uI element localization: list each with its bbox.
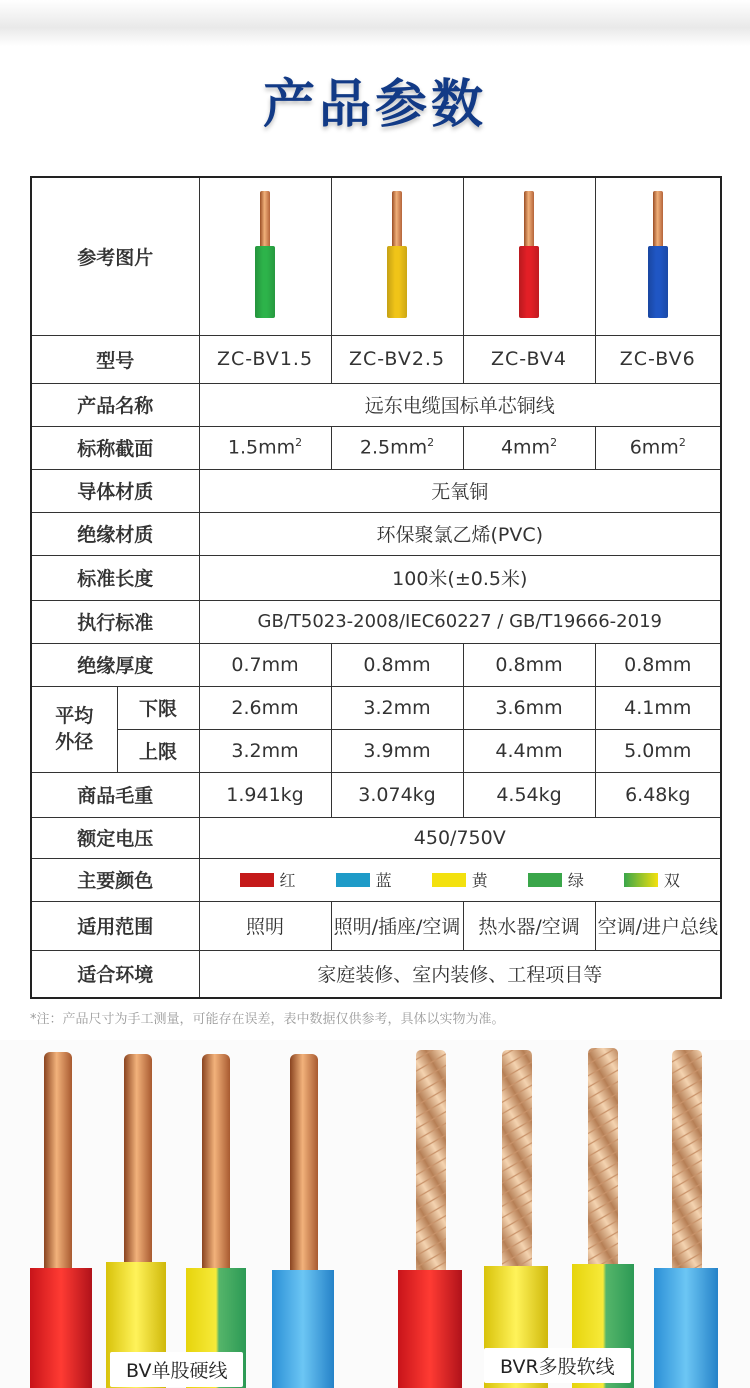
- upper-4: 5.0mm: [595, 729, 721, 772]
- colors-cell: [199, 858, 721, 901]
- color-swatch-dual: 双: [624, 868, 680, 891]
- lower-3: 3.6mm: [463, 686, 595, 729]
- thickness-3: 0.8mm: [463, 643, 595, 686]
- row-reference-image: [31, 177, 721, 335]
- page-title: 产品参数: [262, 75, 487, 135]
- usage-4: 空调/进户总线: [595, 901, 721, 950]
- model-4: ZC-BV6: [595, 335, 721, 383]
- usage-2: 照明/插座/空调: [331, 901, 463, 950]
- row-model: [31, 335, 721, 383]
- insulation-value: 环保聚氯乙烯(PVC): [199, 512, 721, 555]
- row-insulation: [31, 512, 721, 555]
- length-value: 100米(±0.5米): [199, 555, 721, 600]
- model-2: ZC-BV2.5: [331, 335, 463, 383]
- upper-1: 3.2mm: [199, 729, 331, 772]
- model-3: ZC-BV4: [463, 335, 595, 383]
- label-usage: 适用范围: [31, 901, 199, 950]
- weight-1: 1.941kg: [199, 772, 331, 817]
- wire-image-3: [463, 177, 595, 335]
- label-product-name: 产品名称: [31, 383, 199, 426]
- weight-2: 3.074kg: [331, 772, 463, 817]
- label-standard: 执行标准: [31, 600, 199, 643]
- row-diameter-upper: [31, 729, 721, 772]
- label-lower: 下限: [117, 686, 199, 729]
- color-swatch-yellow: 黄: [432, 868, 488, 891]
- label-voltage: 额定电压: [31, 817, 199, 858]
- weight-4: 6.48kg: [595, 772, 721, 817]
- conductor-value: 无氧铜: [199, 469, 721, 512]
- color-swatch-green: 绿: [528, 868, 584, 891]
- label-model: 型号: [31, 335, 199, 383]
- wire-photo-illustration: [0, 1040, 750, 1388]
- label-environment: 适合环境: [31, 950, 199, 998]
- row-diameter-lower: [31, 686, 721, 729]
- wire-product-photo: [0, 1040, 750, 1388]
- row-usage: [31, 901, 721, 950]
- lower-4: 4.1mm: [595, 686, 721, 729]
- label-reference-image: 参考图片: [31, 177, 199, 335]
- caption-bvr-stranded: BVR多股软线: [484, 1348, 631, 1383]
- label-upper: 上限: [117, 729, 199, 772]
- upper-2: 3.9mm: [331, 729, 463, 772]
- voltage-value: 450/750V: [199, 817, 721, 858]
- spec-table: [30, 176, 722, 999]
- label-thickness: 绝缘厚度: [31, 643, 199, 686]
- label-colors: 主要颜色: [31, 858, 199, 901]
- row-thickness: [31, 643, 721, 686]
- thickness-1: 0.7mm: [199, 643, 331, 686]
- model-1: ZC-BV1.5: [199, 335, 331, 383]
- standard-value: GB/T5023-2008/IEC60227 / GB/T19666-2019: [199, 600, 721, 643]
- top-shadow-band: [0, 0, 750, 46]
- color-swatch-red: 红: [240, 868, 296, 891]
- upper-3: 4.4mm: [463, 729, 595, 772]
- label-section: 标称截面: [31, 426, 199, 469]
- product-name-value: 远东电缆国标单芯铜线: [199, 383, 721, 426]
- color-swatch-blue: 蓝: [336, 868, 392, 891]
- usage-1: 照明: [199, 901, 331, 950]
- wire-image-2: [331, 177, 463, 335]
- row-weight: [31, 772, 721, 817]
- label-insulation: 绝缘材质: [31, 512, 199, 555]
- label-conductor: 导体材质: [31, 469, 199, 512]
- row-product-name: [31, 383, 721, 426]
- lower-1: 2.6mm: [199, 686, 331, 729]
- row-voltage: [31, 817, 721, 858]
- row-standard: [31, 600, 721, 643]
- row-section: [31, 426, 721, 469]
- section-1: $1.5mm^2$: [199, 426, 331, 469]
- environment-value: 家庭装修、室内装修、工程项目等: [199, 950, 721, 998]
- weight-3: 4.54kg: [463, 772, 595, 817]
- row-length: [31, 555, 721, 600]
- label-length: 标准长度: [31, 555, 199, 600]
- thickness-4: 0.8mm: [595, 643, 721, 686]
- caption-bv-solid: BV单股硬线: [110, 1352, 243, 1387]
- thickness-2: 0.8mm: [331, 643, 463, 686]
- section-4: $6mm^2$: [595, 426, 721, 469]
- lower-2: 3.2mm: [331, 686, 463, 729]
- section-3: $4mm^2$: [463, 426, 595, 469]
- section-2: $2.5mm^2$: [331, 426, 463, 469]
- row-environment: [31, 950, 721, 998]
- label-diameter: 平均 外径: [31, 686, 117, 772]
- wire-image-1: [199, 177, 331, 335]
- usage-3: 热水器/空调: [463, 901, 595, 950]
- wire-image-4: [595, 177, 721, 335]
- label-weight: 商品毛重: [31, 772, 199, 817]
- disclaimer-note: *注：产品尺寸为手工测量，可能存在误差，表中数据仅供参考，具体以实物为准。: [30, 1012, 505, 1027]
- row-conductor: [31, 469, 721, 512]
- row-colors: [31, 858, 721, 901]
